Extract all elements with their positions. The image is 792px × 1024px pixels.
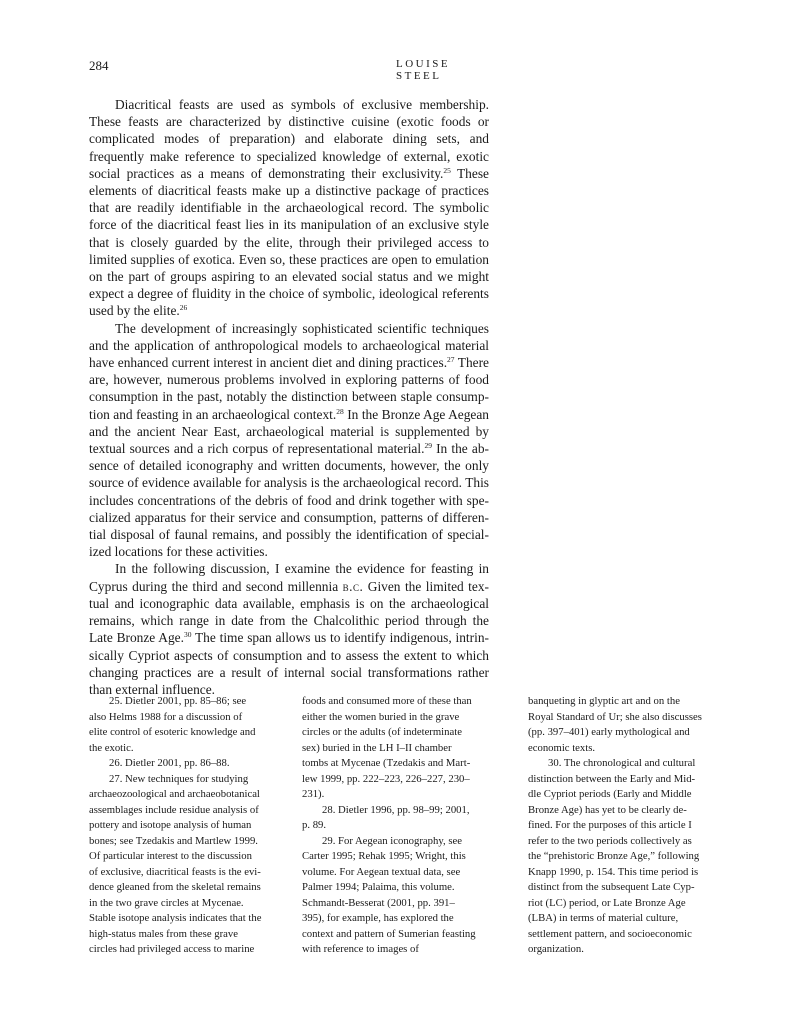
footnote-30: 30. The chronological and cultural distinction between the Early and Middle Cypriot periods (Early and Middle Bronze Age) has yet to be clearly defined. For the purposes of this article I refer to the two periods collectively as the “prehistoric Bronze Age,” following Knapp 1990, p. 154. This time period is distinct from the subsequent Late Cypriot (LC) period, or Late Bronze Age (LBA) in terms of material culture, settlement pattern, and socioeconomic organization. — [528, 757, 700, 955]
main-text — [89, 96, 489, 698]
footnote-26: 26. Dietler 2001, pp. 86–88. — [109, 757, 230, 769]
footnote-27: 27. New techniques for studying archaeozoological and archaeobotanical assemblages include residue analysis of pottery and isotope analysis of human bones; see Tzedakis and Martlew 1999. Of particular interest to the discussion of exclusive, diacritical feasts is the evidence gleaned from the skeletal remains in the two grave circles at Mycenae. Stable isotope analysis indicates that the high-status males from these grave circles had privileged access to marine — [89, 772, 262, 955]
footnote-ref-29[interactable]: 29 — [424, 441, 432, 451]
running-head: LOUISE STEEL — [396, 58, 451, 82]
paragraph-3: In the following discussion, I examine the evidence for feasting in Cyprus during the third and second millennia b.c. Given the limited textual and iconographic data available, emphasis is on the archaeological remains, which range in date from the Chalcolithic period through the Late Bronze Age.$^{30}$ The time span allows us to identify indigenous, intrinsically Cypriot aspects of consumption and to assess the extent to which changing practices are a result of internal social transformations rather than external influence. — [89, 561, 489, 697]
page-header — [89, 58, 489, 82]
footnotes — [89, 694, 702, 994]
footnote-27-continued: foods and consumed more of these than either the women buried in the grave circles or the adults (of indeterminate sex) buried in the LH I–II chamber tombs at Mycenae (Tzedakis and Martlew 1999, pp. 222–223, 226–227, 230–231). — [302, 695, 472, 800]
paragraph-1: Diacritical feasts are used as symbols of exclusive membership. These feasts are characterized by distinctive cuisine (exotic foods or complicated modes of preparation) and elaborate dining sets, and frequently make reference to specialized knowledge of external, exotic social practices as a means of demonstrating their exclusivity.$^{25}$ These elements of diacritical feasts make up a distinctive package of practices that are readily identifiable in the archaeological record. The symbolic force of the diacritical feast lies in its manipulation of an exclusive style that is closely guarded by the elite, through their privileged access to limited supplies of exotica. Even so, these practices are open to emulation on the part of groups aspiring to an elevated social status and we might expect a degree of fluidity in the choice of symbolic, ideological referents used by the elite.$^{26}$ — [89, 97, 489, 319]
footnote-ref-27[interactable]: 27 — [447, 355, 455, 365]
footnote-25: 25. Dietler 2001, pp. 85–86; see also Helms 1988 for a discussion of elite control of esoteric knowledge and the exotic. — [89, 695, 256, 754]
footnote-ref-25[interactable]: 25 — [443, 165, 451, 175]
footnote-29: 29. For Aegean iconography, see Carter 1995; Rehak 1995; Wright, this volume. For Aegean textual data, see Palmer 1994; Palaima, this volume. Schmandt-Besserat (2001, pp. 391–395), for example, has explored the context and pattern of Sumerian feasting with reference to images of — [302, 834, 476, 955]
footnote-column-1 — [89, 694, 263, 958]
footnote-29-continued: banqueting in glyptic art and on the Royal Standard of Ur; she also discusses (pp. 397–401) early mythological and economic texts. — [528, 695, 702, 754]
footnote-28: 28. Dietler 1996, pp. 98–99; 2001, p. 89. — [302, 803, 470, 831]
era-abbreviation: b.c. — [342, 578, 364, 594]
paragraph-2: The development of increasingly sophisticated scientific techniques and the application of anthropological models to archaeological material have enhanced current interest in ancient diet and dining practices.$^{27}$ There are, however, numerous problems involved in exploring patterns of food consumption in the past, notably the distinction between staple consumption and feasting in an archaeological context.$^{28}$ In the Bronze Age Aegean and the ancient Near East, archaeological material is supplemented by textual sources and a rich corpus of representational material.$^{29}$ In the absence of detailed iconography and written documents, however, the only source of evidence available for analysis is the archaeological record. This includes concentrations of the debris of food and drink together with specialized apparatus for their service and consumption, patterns of differential disposal of faunal remains, and possibly the identification of specialized locations for these activities. — [89, 320, 489, 560]
footnote-column-3 — [528, 694, 702, 958]
footnote-ref-30[interactable]: 30 — [183, 630, 192, 640]
footnote-ref-26[interactable]: 26 — [179, 303, 188, 313]
footnote-column-2 — [302, 694, 476, 958]
footnote-ref-28[interactable]: 28 — [336, 406, 344, 416]
page-number: 284 — [89, 58, 109, 73]
